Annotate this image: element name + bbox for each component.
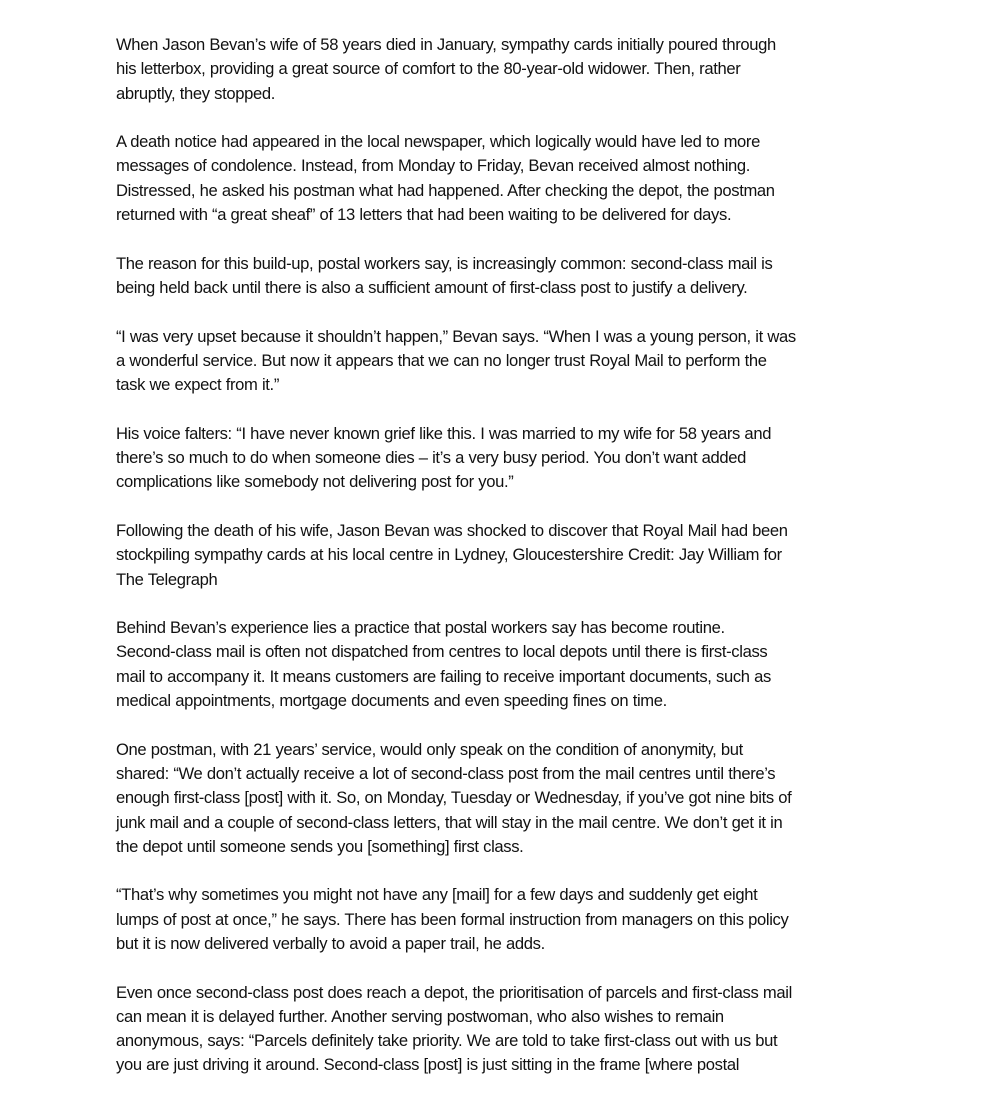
paragraph-5 (116, 422, 936, 495)
paragraph-3 (116, 252, 936, 301)
text-line: junk mail and a couple of second-class letters, that will stay in the mail centre. We don’t get it in (116, 812, 783, 832)
text-line: The reason for this build-up, postal workers say, is increasingly common: second-class mail is (116, 253, 773, 273)
paragraph-4 (116, 325, 936, 398)
text-line: being held back until there is also a sufficient amount of first-class post to justify a delivery. (116, 277, 748, 297)
text-line: One postman, with 21 years’ service, would only speak on the condition of anonymity, but (116, 739, 743, 759)
text-line: enough first-class [post] with it. So, on Monday, Tuesday or Wednesday, if you’ve got nine bits of (116, 788, 792, 808)
text-line: task we expect from it.” (116, 375, 279, 395)
text-line: His voice falters: “I have never known grief like this. I was married to my wife for 58 years and (116, 423, 772, 443)
photo-caption-paragraph (116, 519, 936, 592)
paragraph-10 (116, 981, 936, 1078)
text-line: Second-class mail is often not dispatched from centres to local depots until there is first-class (116, 642, 768, 662)
text-line: Even once second-class post does reach a depot, the prioritisation of parcels and first-class mail (116, 982, 792, 1002)
text-line: When Jason Bevan’s wife of 58 years died in January, sympathy cards initially poured through (116, 35, 776, 54)
paragraph-7 (116, 616, 936, 713)
text-line: returned with “a great sheaf” of 13 letters that had been waiting to be delivered for days. (116, 205, 732, 225)
text-line: abruptly, they stopped. (116, 83, 276, 103)
text-line: his letterbox, providing a great source of comfort to the 80-year-old widower. Then, rather (116, 59, 741, 79)
paragraph-2 (116, 130, 936, 227)
text-line: shared: “We don’t actually receive a lot of second-class post from the mail centres until there’s (116, 763, 776, 783)
text-line: the depot until someone sends you [something] first class. (116, 836, 524, 856)
text-line: messages of condolence. Instead, from Monday to Friday, Bevan received almost nothing. (116, 156, 751, 176)
text-line: complications like somebody not delivering post for you.” (116, 472, 514, 492)
document-body (116, 33, 936, 1102)
text-line: mail to accompany it. It means customers are failing to receive important documents, such as (116, 666, 771, 686)
text-line: “I was very upset because it shouldn’t happen,” Bevan says. “When I was a young person, it was (116, 326, 796, 346)
text-line: you are just driving it around. Second-class [post] is just sitting in the frame [where postal (116, 1055, 740, 1075)
paragraph-9 (116, 883, 936, 956)
text-line: anonymous, says: “Parcels definitely take priority. We are told to take first-class out with us but (116, 1031, 778, 1051)
text-line: medical appointments, mortgage documents and even speeding fines on time. (116, 691, 667, 711)
text-line: can mean it is delayed further. Another serving postwoman, who also wishes to remain (116, 1006, 724, 1026)
paragraph-1 (116, 33, 936, 106)
text-line: Behind Bevan’s experience lies a practice that postal workers say has become routine. (116, 618, 725, 638)
text-line: there’s so much to do when someone dies – it’s a very busy period. You don’t want added (116, 448, 747, 468)
text-line: but it is now delivered verbally to avoid a paper trail, he adds. (116, 933, 545, 953)
paragraph-8 (116, 738, 936, 859)
text-line: A death notice had appeared in the local newspaper, which logically would have led to more (116, 132, 760, 152)
text-line: lumps of post at once,” he says. There has been formal instruction from managers on this policy (116, 909, 789, 929)
text-line: Distressed, he asked his postman what had happened. After checking the depot, the postman (116, 180, 775, 200)
text-line: stockpiling sympathy cards at his local centre in Lydney, Gloucestershire Credit: Jay William for (116, 545, 782, 565)
text-line: Following the death of his wife, Jason Bevan was shocked to discover that Royal Mail had been (116, 520, 788, 540)
text-line: “That’s why sometimes you might not have any [mail] for a few days and suddenly get eight (116, 885, 758, 905)
text-line: The Telegraph (116, 569, 218, 589)
text-line: a wonderful service. But now it appears that we can no longer trust Royal Mail to perform the (116, 350, 767, 370)
